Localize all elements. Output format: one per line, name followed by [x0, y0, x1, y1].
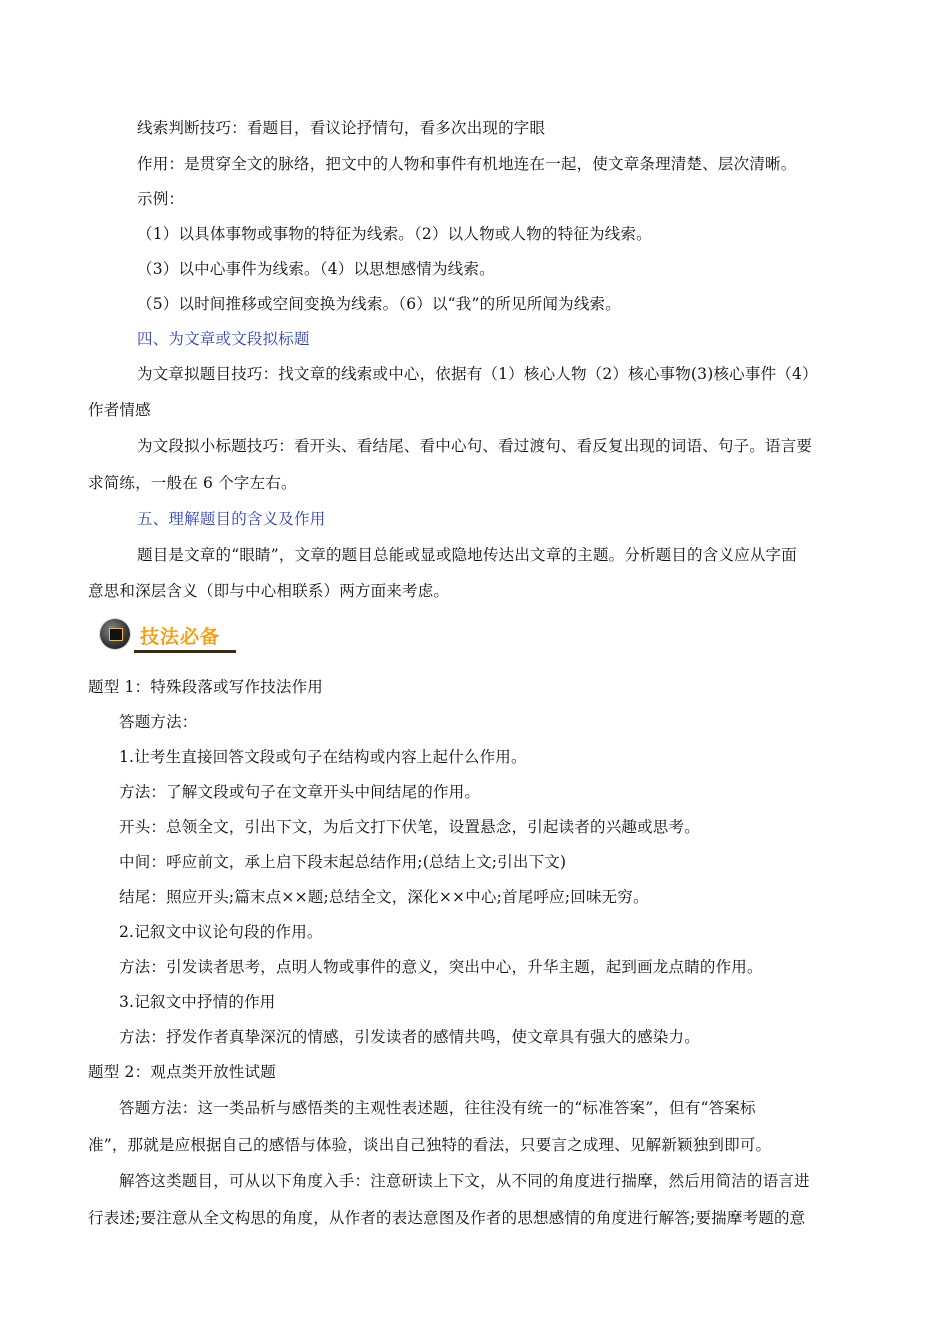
text-line: 答题方法：这一类品析与感悟类的主观性表述题，往往没有统一的“标准答案”，但有“答案标 [119, 1099, 756, 1117]
banner-underline [134, 650, 236, 653]
question-type-heading: 题型 1：特殊段落或写作技法作用 [88, 678, 323, 696]
text-line: 方法：抒发作者真挚深沉的情感，引发读者的感情共鸣，使文章具有强大的感染力。 [119, 1028, 700, 1046]
text-line: 示例： [137, 190, 185, 208]
text-line: 意思和深层含义（即与中心相联系）两方面来考虑。 [88, 582, 450, 600]
text-line: 准”，那就是应根据自己的感悟与体验，谈出自己独特的看法，只要言之成理、见解新颖独到即可。 [88, 1136, 772, 1154]
text-line: 结尾：照应开头;篇末点××题;总结全文，深化××中心;首尾呼应;回味无穷。 [119, 888, 649, 906]
text-line: 线索判断技巧：看题目，看议论抒情句，看多次出现的字眼 [137, 119, 546, 137]
text-line: 作用：是贯穿全文的脉络，把文中的人物和事件有机地连在一起，使文章条理清楚、层次清晰。 [137, 155, 797, 173]
text-line: 为文章拟题目技巧：找文章的线索或中心，依据有（1）核心人物（2）核心事物(3)核心事件（4） [137, 365, 818, 383]
monitor-icon [100, 619, 130, 649]
text-line: 3.记叙文中抒情的作用 [119, 993, 276, 1011]
text-line: 为文段拟小标题技巧：看开头、看结尾、看中心句、看过渡句、看反复出现的词语、句子。语言要 [137, 437, 813, 455]
text-line: （1）以具体事物或事物的特征为线索。（2）以人物或人物的特征为线索。 [137, 225, 652, 243]
text-line: 行表述;要注意从全文构思的角度，从作者的表达意图及作者的思想感情的角度进行解答;要揣摩考题的意 [88, 1209, 806, 1227]
text-line: （5）以时间推移或空间变换为线索。（6）以“我”的所见所闻为线索。 [137, 295, 621, 313]
banner-title: 技法必备 [140, 626, 221, 648]
text-line: 方法：了解文段或句子在文章开头中间结尾的作用。 [119, 783, 481, 801]
text-line: 中间：呼应前文，承上启下段末起总结作用;(总结上文;引出下文) [119, 853, 567, 871]
text-line: 方法：引发读者思考，点明人物或事件的意义，突出中心，升华主题，起到画龙点睛的作用。 [119, 958, 763, 976]
text-line: 1.让考生直接回答文段或句子在结构或内容上起什么作用。 [119, 748, 527, 766]
text-line: 2.记叙文中议论句段的作用。 [119, 923, 323, 941]
text-line: 求简练，一般在 6 个字左右。 [88, 474, 297, 492]
section-heading: 五、理解题目的含义及作用 [137, 510, 326, 528]
text-line: 解答这类题目，可从以下角度入手：注意研读上下文，从不同的角度进行揣摩，然后用简洁的语言进 [119, 1172, 810, 1190]
text-line: （3）以中心事件为线索。（4）以思想感情为线索。 [137, 260, 495, 278]
text-line: 答题方法： [119, 713, 198, 731]
section-banner [100, 618, 240, 654]
text-line: 开头：总领全文，引出下文，为后文打下伏笔，设置悬念，引起读者的兴趣或思考。 [119, 818, 700, 836]
text-line: 题目是文章的“眼睛”，文章的题目总能或显或隐地传达出文章的主题。分析题目的含义应从字面 [137, 546, 797, 564]
section-heading: 四、为文章或文段拟标题 [137, 330, 310, 348]
question-type-heading: 题型 2：观点类开放性试题 [88, 1063, 276, 1081]
text-line: 作者情感 [88, 401, 151, 419]
